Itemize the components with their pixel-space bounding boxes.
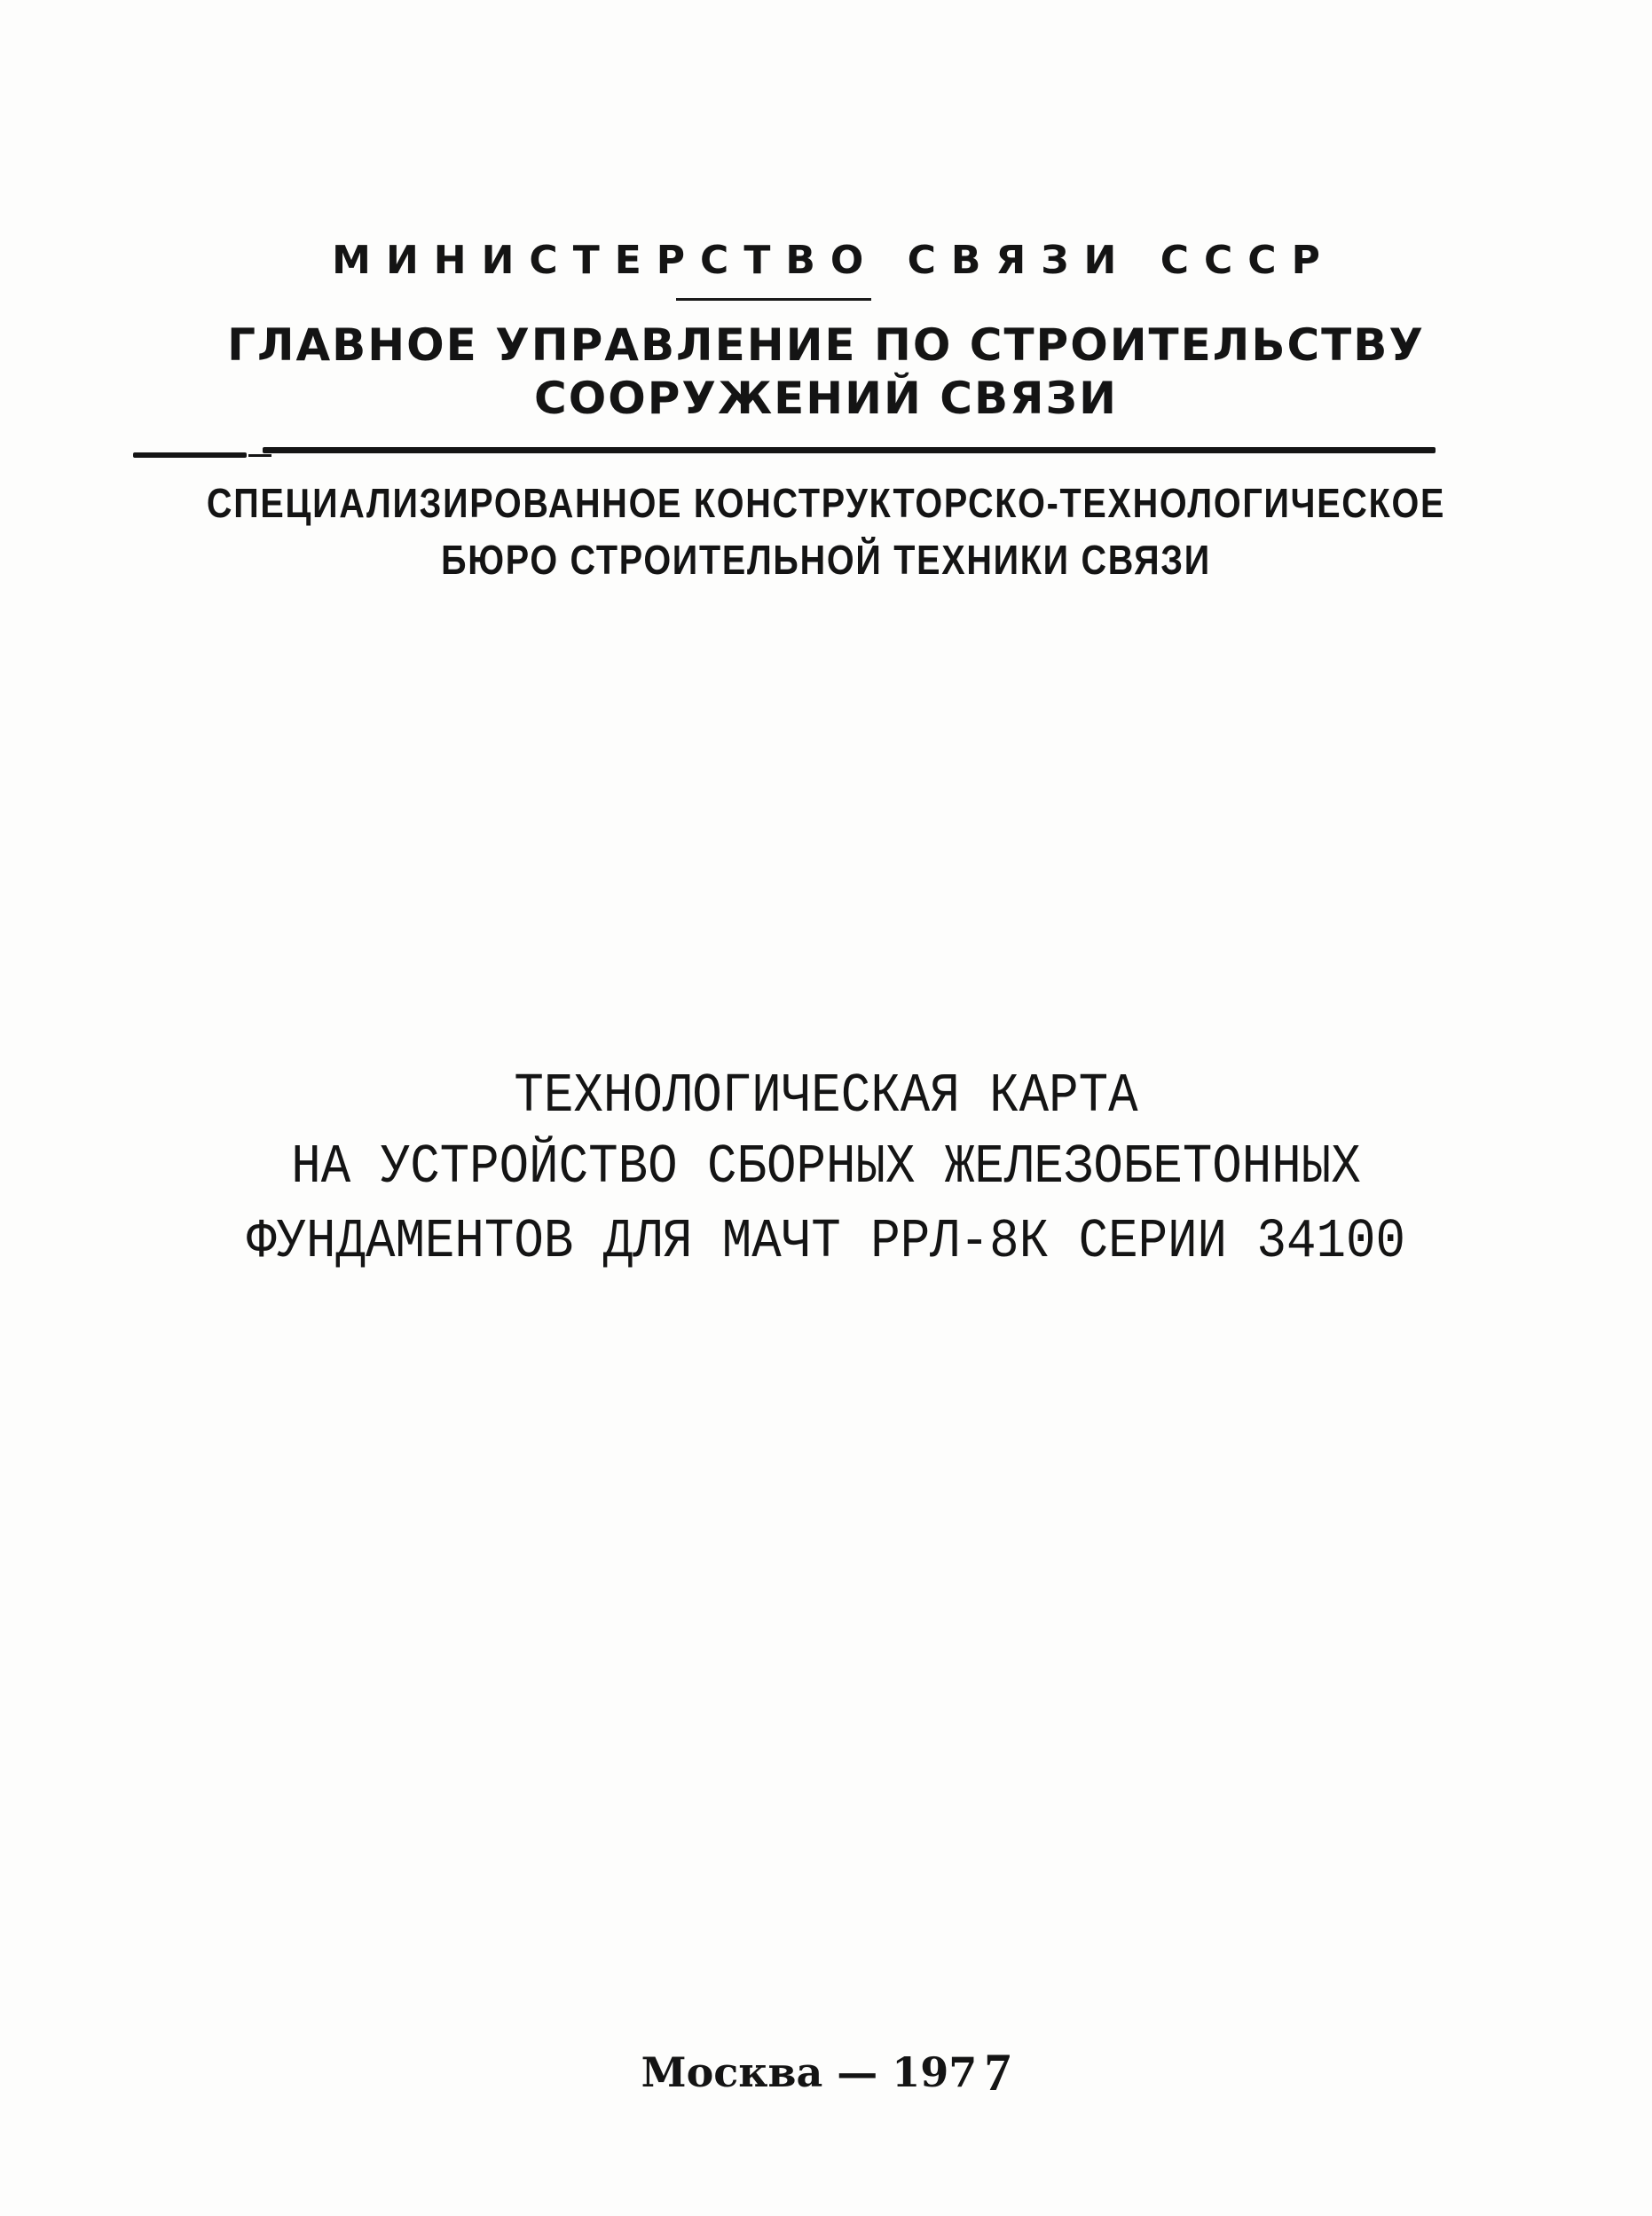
ministry-name: МИНИСТЕРСТВО СВЯЗИ СССР [332,238,1335,283]
document-title-line-2: НА УСТРОЙСТВО СБОРНЫХ ЖЕЛЕЗОБЕТОННЫХ [291,1136,1361,1198]
document-title-line-3: ФУНДАМЕНТОВ ДЛЯ МАЧТ РРЛ-8К СЕРИИ 34100 [247,1210,1405,1273]
department-name-line-1: ГЛАВНОЕ УПРАВЛЕНИЕ ПО СТРОИТЕЛЬСТВУ [227,319,1425,371]
place-year-text: Москва — 197 [641,2048,978,2096]
header-rule-tail [248,454,271,457]
bureau-name-line-2: БЮРО СТРОИТЕЛЬНОЙ ТЕХНИКИ СВЯЗИ [441,537,1211,583]
year-last-digit: 7 [984,2043,1011,2102]
department-name-line-2: СООРУЖЕНИЙ СВЯЗИ [534,373,1118,424]
bureau-name-line-1: СПЕЦИАЛИЗИРОВАННОЕ КОНСТРУКТОРСКО-ТЕХНОЛОГИЧЕСКОЕ [206,480,1446,526]
ministry-underline [676,298,871,301]
publication-place-year [0,2039,1652,2100]
header-rule [263,447,1436,453]
header-rule-dash [133,452,247,458]
document-title-line-1: ТЕХНОЛОГИЧЕСКАЯ КАРТА [514,1065,1138,1128]
